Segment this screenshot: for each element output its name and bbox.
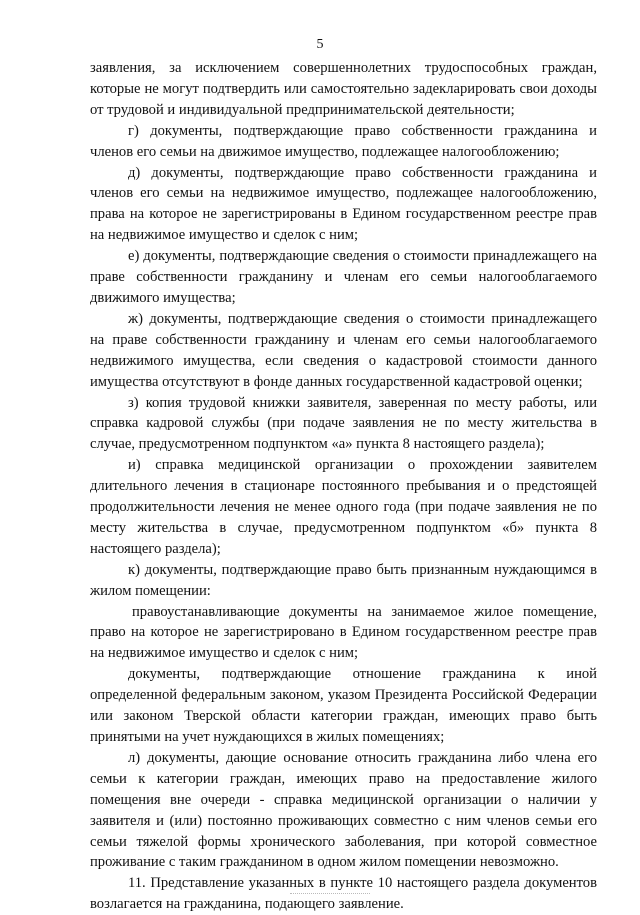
- paragraph-item-g: г) документы, подтверждающие право собственности гражданина и членов его семьи на движимое имущество, подлежащее налогообложению;: [90, 122, 597, 160]
- paragraph-item-l: л) документы, дающие основание относить гражданина либо члена его семьи к категории граждан, имеющих право на предоставление жилого помещения вне очереди - справка медицинской организации о наличии у заявителя и (или) постоянно проживающих совместно с ним членов семьи его семьи тяжелой формы хронического заболевания, при которой совместное проживание с таким гражданином в одном жилом помещении невозможно.: [90, 749, 597, 871]
- paragraph-item-d: д) документы, подтверждающие право собственности гражданина и членов его семьи на недвижимое имущество, подлежащее налогообложению, права на которое не зарегистрированы в Едином государственном реестре прав на недвижимое имущество и сделок с ним;: [90, 164, 597, 244]
- paragraph-item-i: и) справка медицинской организации о прохождении заявителем длительного лечения в стационаре постоянного пребывания и о предстоящей продолжительности лечения не менее одного года (при подаче заявления не по месту жительства в случае, предусмотренном подпунктом «б» пункта 8 настоящего раздела);: [90, 457, 597, 557]
- paragraph-continuation: заявления, за исключением совершеннолетних трудоспособных граждан, которые не могут подтвердить или самостоятельно задекларировать свои доходы от трудовой и индивидуальной предпринимательской деятельности;: [90, 60, 597, 118]
- paragraph-item-e: е) документы, подтверждающие сведения о стоимости принадлежащего на праве собственности гражданину и членам его семьи налогооблагаемого движимого имущества;: [90, 248, 597, 306]
- paragraph-item-k: к) документы, подтверждающие право быть признанным нуждающимся в жилом помещении:: [90, 561, 597, 599]
- document-body: [90, 58, 597, 915]
- paragraph-item-z: з) копия трудовой книжки заявителя, заверенная по месту работы, или справка кадровой службы (при подаче заявления не по месту жительства в случае, предусмотренном подпунктом «а» пункта 8 настоящего раздела);: [90, 394, 597, 453]
- page-number: 5: [316, 37, 324, 52]
- paragraph-item-k-sub1: правоустанавливающие документы на занимаемое жилое помещение, право на которое не зарегистрировано в Едином государственном реестре прав на недвижимое имущество и сделок с ним;: [90, 603, 597, 662]
- paragraph-clause-11: 11. Представление указанных в пункте 10 настоящего раздела документов возлагается на гражданина, подающего заявление.: [90, 875, 597, 913]
- paragraph-item-k-sub2: документы, подтверждающие отношение гражданина к иной определенной федеральным законом, указом Президента Российской Федерации или законом Тверской области категории граждан, имеющих право быть принятыми на учет нуждающихся в жилых помещениях;: [90, 666, 597, 745]
- scan-artifact-divider: [290, 893, 370, 896]
- paragraph-item-zh: ж) документы, подтверждающие сведения о стоимости принадлежащего на праве собственности гражданину и членам его семьи налогооблагаемого недвижимого имущества, если сведения о кадастровой стоимости данного имущества отсутствуют в фонде данных государственной кадастровой оценки;: [90, 310, 597, 390]
